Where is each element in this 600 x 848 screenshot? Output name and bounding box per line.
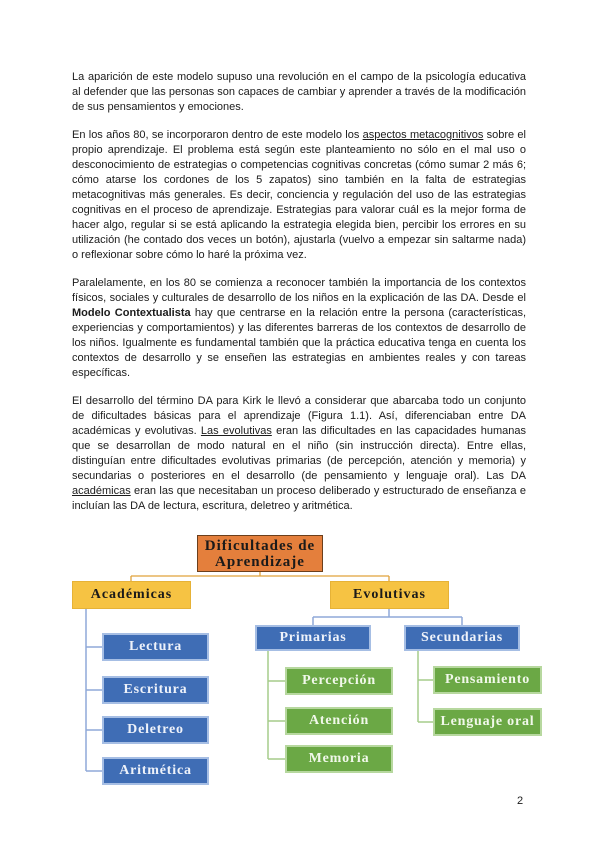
paragraph-1: La aparición de este modelo supuso una revolución en el campo de la psicología educativa al defender que las personas son capaces de cambiar y aprender a través de la modificación de sus pensamientos y emociones. (72, 71, 526, 113)
paragraph-3-text-a: Paralelamente, en los 80 se comienza a reconocer también la importancia de los contextos físicos, sociales y culturales de desarrollo de los niños en la explicación de las DA. Desde el (72, 277, 526, 304)
paragraph-4 (72, 394, 526, 514)
academic-item-lectura: Lectura (102, 633, 209, 661)
academic-item-deletreo: Deletreo (102, 716, 209, 744)
paragraph-3 (72, 276, 526, 381)
paragraph-3-text-b: hay que centrarse en la relación entre la persona (características, experiencias y comportamientos) y las diferentes barreras de los contextos de desarrollo de los niños. Igualmente es fundamental también que la práctica educativa tenga en cuenta los contextos de desarrollo y se enseñen las estrategias en ambientes reales y con tareas específicas. (72, 307, 527, 379)
paragraph-2-text-a: En los años 80, se incorporaron dentro de este modelo los (72, 129, 363, 141)
primary-item-memoria: Memoria (285, 745, 393, 773)
underlined-term-academicas: académicas (72, 485, 131, 497)
secondary-item-pensamiento: Pensamiento (433, 666, 542, 694)
underlined-term-las-evolutivas: Las evolutivas (200, 425, 272, 437)
academic-item-aritmetica: Aritmética (102, 757, 209, 785)
page-number: 2 (517, 795, 524, 807)
diagram-root-box: Dificultades de Aprendizaje (197, 535, 323, 572)
category-evolutivas: Evolutivas (330, 581, 449, 609)
underlined-term-aspectos-metacognitivos: aspectos metacognitivos (362, 129, 484, 141)
primary-item-percepcion: Percepción (285, 667, 393, 695)
paragraph-4-text-c: eran las que necesitaban un proceso deliberado y estructurado de enseñanza e incluían las DA de lectura, escritura, deletreo y aritmética. (72, 485, 526, 512)
bold-term-modelo-contextualista: Modelo Contextualista (72, 307, 191, 319)
evolutive-group-primarias: Primarias (255, 625, 371, 651)
primary-item-atencion: Atención (285, 707, 393, 735)
paragraph-4-text-b: eran las dificultades en las capacidades humanas que se desarrollan de modo natural en el niño (sin instrucción directa). Entre ellas, distinguían entre dificultades evolutivas primarias (de percepción, atención y memoria) y secundarias o posteriores en el desarrollo (de pensamiento y lenguaje oral). Las DA (72, 425, 526, 482)
paragraph-4-text-a: El desarrollo del término DA para Kirk le llevó a considerar que abarcaba todo un conjunto de dificultades básicas para el aprendizaje (Figura 1.1). Así, diferenciaban entre DA académicas y evolutivas. (72, 395, 526, 437)
category-academicas: Académicas (72, 581, 191, 609)
academic-item-escritura: Escritura (102, 676, 209, 704)
secondary-item-lenguaje-oral: Lenguaje oral (433, 708, 542, 736)
paragraph-2 (72, 128, 526, 263)
paragraph-2-text-b: sobre el propio aprendizaje. El problema está según este planteamiento no sólo en el mal uso o desconocimiento de estrategias o competencias cognitivas concretas (cómo sumar 2 más 6; cómo atarse los cordones de los 5 zapatos) sino también en la falta de estrategias metacognitivas más generales. Es decir, conciencia y regulación del uso de las estrategias cognitivas en el proceso de aprendizaje. Estrategias para valorar cuál es la mejor forma de hacer algo, regular si se está aplicando la estrategia elegida bien, percibir los errores en su utilización (he contado dos veces un botón), ajustarla (vuelvo a empezar sin saltarme nada) o reflexionar sobre cómo lo haré la próxima vez. (72, 129, 526, 261)
body-text (72, 70, 526, 527)
evolutive-group-secundarias: Secundarias (404, 625, 520, 651)
